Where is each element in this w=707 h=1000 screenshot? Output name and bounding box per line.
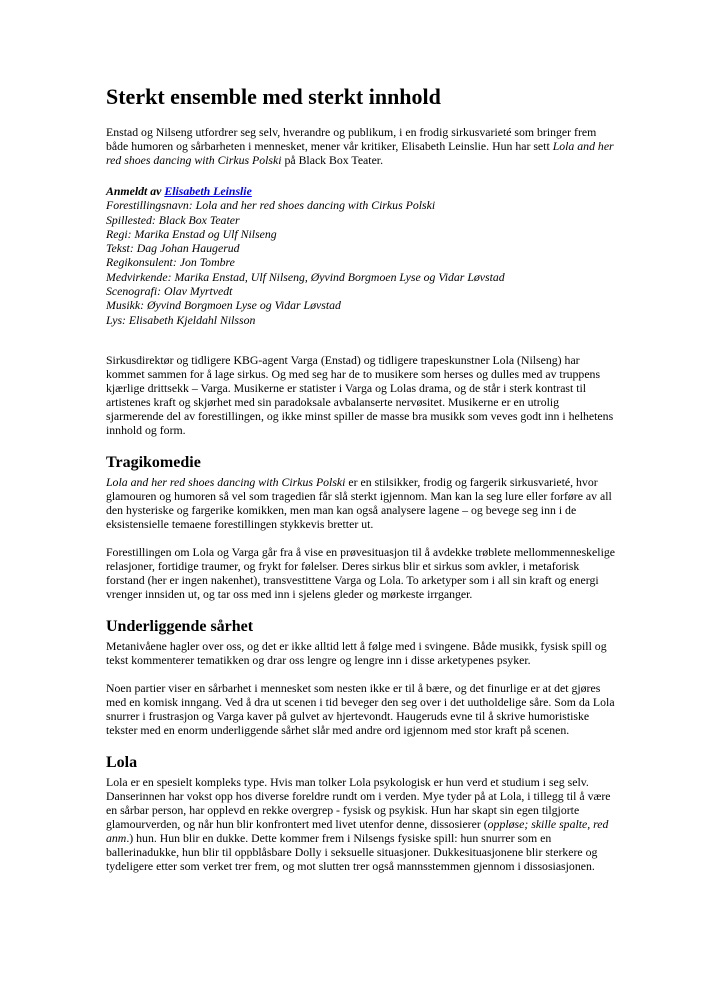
reviewer-link[interactable]: Elisabeth Leinslie [164,184,252,198]
underliggende-paragraph-1: Metanivåene hagler over oss, og det er ikke alltid lett å følge med i svingene. Både musikk, fysisk spill og tekst kommenterer tematikken og drar oss lengre og lengre inn i disse arketypenes psyker. [106,638,607,667]
show-title-italic: Lola and her red shoes dancing with Cirkus Polski [106,139,614,167]
credit-line-venue: Spillested: Black Box Teater [106,212,240,227]
lola-paragraph [106,775,619,873]
heading-underliggende-sarhet: Underliggende sårhet [106,617,254,635]
tragikomedie-paragraph-1 [106,475,619,531]
credit-line-cast: Medvirkende: Marika Enstad, Ulf Nilseng, Øyvind Borgmoen Lyse og Vidar Løvstad [106,269,505,284]
byline-label: Anmeldt av [106,184,165,198]
page-title: Sterkt ensemble med sterkt innhold [106,84,441,109]
credit-line-direction: Regi: Marika Enstad og Ulf Nilseng [106,226,277,241]
lead-paragraph: Sirkusdirektør og tidligere KBG-agent Varga (Enstad) og tidligere trapeskunstner Lola (Nilseng) har kommet sammen for å lage sirkus. Og med seg har de to musikere som herses og dulles med av truppens kjærlige drittsekk – Varga. Musikerne er statister i Varga og Lolas drama, og de står i sterk kontrast til artistenes kraft og skjørhet med sin paradoksale avbalanserte nervøsitet. Musikerne er en utrolig sjarmerende del av forestillingen, og ikke minst spiller de masse bra musikk som veves godt inn i helhetens innhold og form. [106,352,614,437]
tragikomedie-paragraph-2: Forestillingen om Lola og Varga går fra å vise en prøvesituasjon til å avdekke trøblete mellommenneskelige relasjoner, fortidige traumer, og frykt for følelser. Deres sirkus blir et sirkus som avkler, i metaforisk forstand (her er ingen nakenhet), transvestittene Varga og Lola. To arketyper som i all sin kraft og energi vrenger innsiden ut, og tar oss med inn i sjelens gleder og mørkeste irrganger. [106,544,615,601]
credit-line-scenography: Scenografi: Olav Myrtvedt [106,284,233,299]
lola-paragraph-text-after: .) hun. Hun blir en dukke. Dette kommer frem i Nilsengs fysiske spill: hun snurrer som en ballerinadukke, hun blir til oppblåsbare Dolly i seksuelle situasjoner. Dukkesituasjonene blir sterkere og tydeligere etter som verket trer frem, og mot slutten trer også mannsstemmen gjennom i dissosiasjonen. [106,830,598,873]
credit-line-show-name: Forestillingsnavn: Lola and her red shoes dancing with Cirkus Polski [106,198,436,213]
intro-paragraph [106,125,619,167]
intro-text-after: på Black Box Teater. [281,153,384,167]
credit-line-music: Musikk: Øyvind Borgmoen Lyse og Vidar Løvstad [106,298,341,313]
tragikomedie-paragraph-1-text: er en stilsikker, frodig og fargerik sirkusvarieté, hvor glamouren og humoren så vel som tragedien får slå sterkt igjennom. Man kan la seg lure eller forføre av all den hysteriske og fargerike komikken, men man kan også analysere lagene – og bevege seg inn i de eksistensielle temaene forestillingen stykkevis bretter ut. [106,474,612,531]
show-title-italic: Lola and her red shoes dancing with Cirkus Polski [106,474,346,489]
credit-line-lighting: Lys: Elisabeth Kjeldahl Nilsson [106,312,256,327]
credit-line-text: Tekst: Dag Johan Haugerud [106,241,240,256]
lola-paragraph-text-before: Lola er en spesielt kompleks type. Hvis man tolker Lola psykologisk er hun verd et studium i seg selv. Danserinnen har vokst opp hos diverse foreldre rundt om i verden. Mye tyder på at Lola, i tillegg til å være en sårbar person, har opplevd en rekke overgrep - fysisk og psykisk. Hun har skapt sin egen tilgjorte glamourverden, og når hun blir konfrontert med livet utenfor denne, dissosierer ( [106,774,611,831]
heading-lola: Lola [106,753,138,771]
intro-text-before: Enstad og Nilseng utfordrer seg selv, hverandre og publikum, i en frodig sirkusvarieté som bringer frem både humoren og sårbarheten i mennesket, mener vår kritiker, Elisabeth Leinslie. Hun har sett [106,125,597,153]
credit-line-consultant: Regikonsulent: Jon Tombre [106,255,235,270]
credits-block [106,184,619,327]
byline [106,184,619,198]
heading-tragikomedie: Tragikomedie [106,453,201,471]
editorial-note-italic: oppløse; skille spalte, red anm [106,816,609,845]
underliggende-paragraph-2: Noen partier viser en sårbarhet i mennesket som nesten ikke er til å bære, og det finurlige er at det gjøres med en komisk inngang. Ved å dra ut scenen i tid beveger den seg over i det uutholdelige såre. Som da Lola snurrer i frustrasjon og Varga kaver på gulvet av hjertevondt. Haugeruds evne til å skrive humoristiske tekster med en enorm underliggende sårhet slår med andre ord igjennom med stor kraft på scenen. [106,680,615,737]
